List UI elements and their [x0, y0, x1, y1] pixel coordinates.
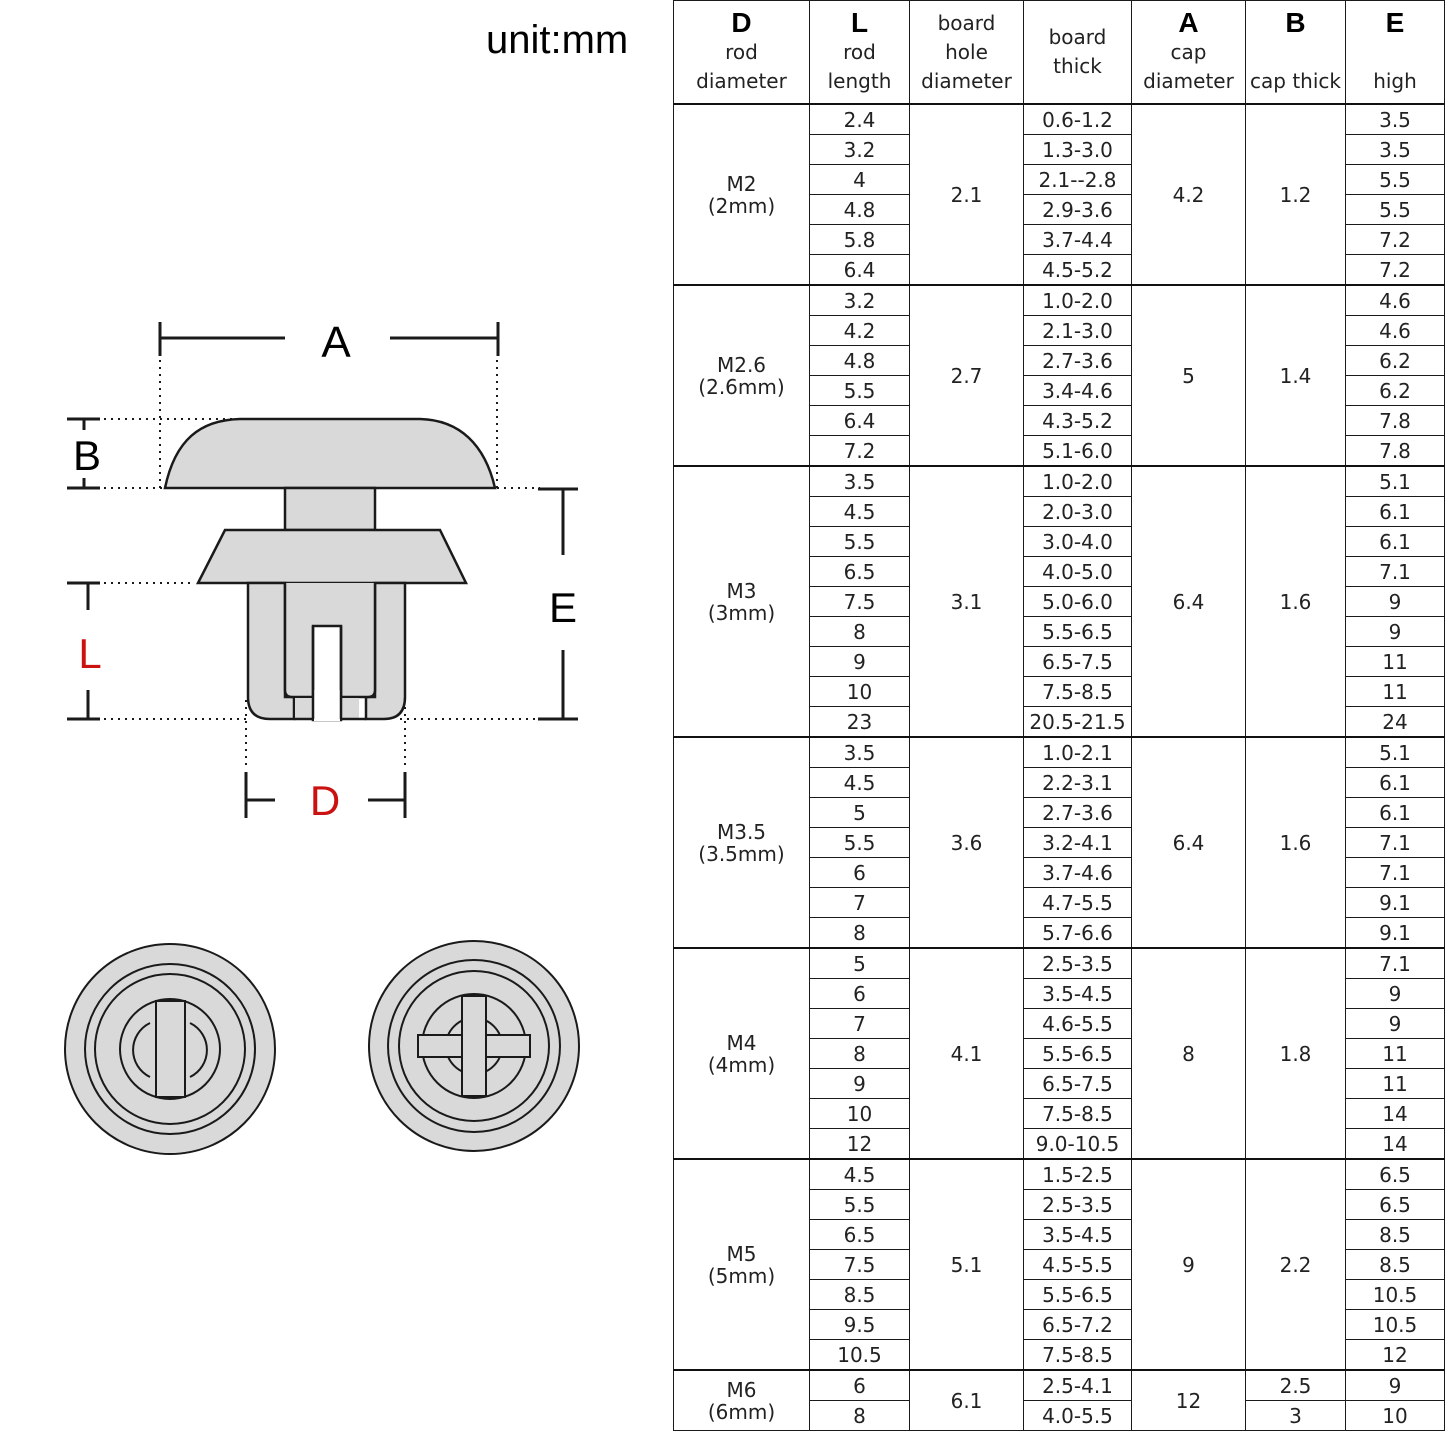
cell-high: 6.1 [1346, 497, 1445, 527]
cell-high: 11 [1346, 677, 1445, 707]
cell-board-hole-diameter: 2.1 [910, 104, 1024, 285]
cell-high: 6.5 [1346, 1190, 1445, 1220]
cell-board-thick: 2.7-3.6 [1024, 798, 1132, 828]
header-cap-diameter: A cap diameter [1132, 1, 1246, 105]
cell-rod-length: 10 [810, 1099, 910, 1129]
cell-rod-length: 5.5 [810, 1190, 910, 1220]
cell-board-thick: 5.5-6.5 [1024, 617, 1132, 647]
header-rod-diameter: D rod diameter [674, 1, 810, 105]
cell-board-thick: 5.0-6.0 [1024, 587, 1132, 617]
cell-rod-length: 6 [810, 858, 910, 888]
cell-board-hole-diameter: 3.6 [910, 737, 1024, 948]
table-row [674, 466, 1445, 497]
table-row [674, 1370, 1445, 1401]
cell-board-thick: 3.7-4.4 [1024, 225, 1132, 255]
cell-board-thick: 3.5-4.5 [1024, 979, 1132, 1009]
cell-high: 4.6 [1346, 316, 1445, 346]
cell-board-thick: 2.5-4.1 [1024, 1370, 1132, 1401]
size-mm-label: (3.5mm) [698, 841, 785, 866]
cell-board-thick: 6.5-7.2 [1024, 1310, 1132, 1340]
cell-rod-length: 5.8 [810, 225, 910, 255]
cell-rod-length: 4.8 [810, 346, 910, 376]
cell-high: 3.5 [1346, 104, 1445, 135]
cell-board-thick: 2.2-3.1 [1024, 768, 1132, 798]
cross-top-view [369, 941, 579, 1151]
cell-board-thick: 7.5-8.5 [1024, 1099, 1132, 1129]
cell-high: 9.1 [1346, 888, 1445, 918]
cell-rod-length: 6.5 [810, 557, 910, 587]
cell-rod-length: 4.2 [810, 316, 910, 346]
cell-high: 14 [1346, 1099, 1445, 1129]
cell-rod-length: 10 [810, 677, 910, 707]
cell-board-thick: 5.5-6.5 [1024, 1039, 1132, 1069]
cell-board-thick: 2.5-3.5 [1024, 948, 1132, 979]
cell-board-thick: 5.7-6.6 [1024, 918, 1132, 949]
cell-rod-length: 7.5 [810, 1250, 910, 1280]
cell-board-thick: 2.9-3.6 [1024, 195, 1132, 225]
cell-board-thick: 1.3-3.0 [1024, 135, 1132, 165]
header-cap-thick: B cap thick [1246, 1, 1346, 105]
cell-board-hole-diameter: 6.1 [910, 1370, 1024, 1431]
cell-board-thick: 4.6-5.5 [1024, 1009, 1132, 1039]
header-rod-length: L rod length [810, 1, 910, 105]
cell-high: 9 [1346, 1009, 1445, 1039]
cell-rod-length: 4.5 [810, 768, 910, 798]
cell-cap-diameter: 8 [1132, 948, 1246, 1159]
cell-board-thick: 2.1--2.8 [1024, 165, 1132, 195]
cell-board-thick: 2.0-3.0 [1024, 497, 1132, 527]
cell-rod-length: 5.5 [810, 828, 910, 858]
cell-rod-diameter [674, 285, 810, 466]
label-b: B [72, 432, 102, 479]
table-row [674, 737, 1445, 768]
cell-rod-length: 6.4 [810, 255, 910, 286]
size-label: M2.6 [716, 352, 767, 377]
cell-high: 7.1 [1346, 948, 1445, 979]
cell-high: 6.2 [1346, 376, 1445, 406]
cell-board-thick: 5.5-6.5 [1024, 1280, 1132, 1310]
cell-high: 14 [1346, 1129, 1445, 1160]
cell-high: 5.1 [1346, 737, 1445, 768]
rivet-cap-shape [165, 419, 495, 488]
size-label: M2 [726, 171, 757, 196]
cell-board-thick: 4.0-5.5 [1024, 1401, 1132, 1431]
cell-rod-length: 5 [810, 798, 910, 828]
cell-rod-length: 6.4 [810, 406, 910, 436]
cell-high: 8.5 [1346, 1250, 1445, 1280]
cell-board-thick: 4.3-5.2 [1024, 406, 1132, 436]
cell-rod-length: 8 [810, 617, 910, 647]
cell-board-thick: 1.0-2.0 [1024, 466, 1132, 497]
cell-board-hole-diameter: 2.7 [910, 285, 1024, 466]
cell-board-hole-diameter: 5.1 [910, 1159, 1024, 1370]
cell-high: 7.2 [1346, 225, 1445, 255]
cell-rod-diameter [674, 1159, 810, 1370]
cell-rod-length: 23 [810, 707, 910, 738]
cell-rod-diameter [674, 1370, 810, 1431]
cell-rod-length: 5.5 [810, 527, 910, 557]
unit-label: unit:mm [486, 18, 629, 62]
cell-rod-length: 9.5 [810, 1310, 910, 1340]
cell-rod-diameter [674, 737, 810, 948]
cell-high: 10 [1346, 1401, 1445, 1431]
header-high: E high [1346, 1, 1445, 105]
size-mm-label: (6mm) [707, 1399, 776, 1424]
cell-rod-length: 9 [810, 647, 910, 677]
cell-cap-diameter: 5 [1132, 285, 1246, 466]
cell-high: 11 [1346, 647, 1445, 677]
cell-board-thick: 7.5-8.5 [1024, 1340, 1132, 1371]
size-label: M4 [726, 1030, 757, 1055]
cell-board-thick: 4.7-5.5 [1024, 888, 1132, 918]
cell-high: 6.1 [1346, 768, 1445, 798]
cell-rod-length: 7.5 [810, 587, 910, 617]
cell-high: 11 [1346, 1039, 1445, 1069]
cell-rod-length: 8.5 [810, 1280, 910, 1310]
cell-high: 6.2 [1346, 346, 1445, 376]
spec-table-body [674, 104, 1445, 1431]
cell-board-thick: 3.5-4.5 [1024, 1220, 1132, 1250]
cell-board-thick: 2.7-3.6 [1024, 346, 1132, 376]
cell-high: 3.5 [1346, 135, 1445, 165]
cell-board-thick: 20.5-21.5 [1024, 707, 1132, 738]
cell-high: 9 [1346, 587, 1445, 617]
size-label: M3.5 [716, 819, 767, 844]
cell-board-thick: 0.6-1.2 [1024, 104, 1132, 135]
cell-board-thick: 1.0-2.1 [1024, 737, 1132, 768]
cell-board-thick: 5.1-6.0 [1024, 436, 1132, 467]
cell-high: 11 [1346, 1069, 1445, 1099]
rivet-dimension-drawing [0, 0, 672, 1445]
cell-rod-length: 3.5 [810, 737, 910, 768]
cell-rod-length: 6.5 [810, 1220, 910, 1250]
label-e: E [548, 584, 578, 631]
cell-high: 4.6 [1346, 285, 1445, 316]
size-mm-label: (2.6mm) [698, 374, 785, 399]
cell-high: 5.5 [1346, 195, 1445, 225]
cell-high: 24 [1346, 707, 1445, 738]
cell-rod-diameter [674, 104, 810, 285]
size-mm-label: (5mm) [707, 1263, 776, 1288]
cell-cap-thick: 1.4 [1246, 285, 1346, 466]
cell-board-thick: 3.7-4.6 [1024, 858, 1132, 888]
cell-board-thick: 4.5-5.2 [1024, 255, 1132, 286]
cell-rod-length: 4.5 [810, 1159, 910, 1190]
cell-high: 7.8 [1346, 436, 1445, 467]
cell-cap-diameter: 12 [1132, 1370, 1246, 1431]
cell-rod-length: 3.2 [810, 285, 910, 316]
cell-rod-length: 6 [810, 1370, 910, 1401]
cell-high: 6.1 [1346, 798, 1445, 828]
cell-board-thick: 3.4-4.6 [1024, 376, 1132, 406]
cell-cap-thick: 1.6 [1246, 737, 1346, 948]
cell-rod-length: 6 [810, 979, 910, 1009]
cell-rod-length: 8 [810, 918, 910, 949]
cell-rod-length: 7 [810, 888, 910, 918]
cell-high: 7.1 [1346, 557, 1445, 587]
cell-high: 9 [1346, 979, 1445, 1009]
cell-cap-thick: 1.6 [1246, 466, 1346, 737]
cell-board-hole-diameter: 3.1 [910, 466, 1024, 737]
cell-high: 6.5 [1346, 1159, 1445, 1190]
cell-rod-length: 7.2 [810, 436, 910, 467]
size-label: M5 [726, 1241, 757, 1266]
cell-rod-length: 8 [810, 1401, 910, 1431]
cell-rod-length: 9 [810, 1069, 910, 1099]
size-mm-label: (3mm) [707, 600, 776, 625]
cell-high: 7.1 [1346, 858, 1445, 888]
cell-board-thick: 4.0-5.0 [1024, 557, 1132, 587]
label-d: D [309, 777, 341, 824]
cell-cap-diameter: 9 [1132, 1159, 1246, 1370]
slotted-top-view [65, 944, 275, 1154]
cell-rod-diameter [674, 948, 810, 1159]
cell-cap-diameter: 6.4 [1132, 737, 1246, 948]
cell-rod-length: 12 [810, 1129, 910, 1160]
header-row [674, 1, 1445, 105]
cell-cap-thick: 3 [1246, 1401, 1346, 1431]
table-row [674, 1159, 1445, 1190]
cell-board-thick: 3.0-4.0 [1024, 527, 1132, 557]
cell-board-thick: 3.2-4.1 [1024, 828, 1132, 858]
header-board-thick: board thick [1024, 1, 1132, 105]
cell-rod-length: 7 [810, 1009, 910, 1039]
cell-board-thick: 7.5-8.5 [1024, 677, 1132, 707]
cell-cap-thick: 1.2 [1246, 104, 1346, 285]
size-label: M3 [726, 578, 757, 603]
cell-rod-length: 4.8 [810, 195, 910, 225]
cell-high: 10.5 [1346, 1280, 1445, 1310]
spec-table [673, 0, 1445, 1431]
cell-board-thick: 4.5-5.5 [1024, 1250, 1132, 1280]
size-mm-label: (2mm) [707, 193, 776, 218]
cell-board-thick: 2.5-3.5 [1024, 1190, 1132, 1220]
cell-board-thick: 1.0-2.0 [1024, 285, 1132, 316]
table-row [674, 104, 1445, 135]
size-mm-label: (4mm) [707, 1052, 776, 1077]
cell-high: 5.5 [1346, 165, 1445, 195]
cell-cap-diameter: 6.4 [1132, 466, 1246, 737]
cell-high: 9 [1346, 617, 1445, 647]
cell-high: 5.1 [1346, 466, 1445, 497]
cell-high: 12 [1346, 1340, 1445, 1371]
cell-high: 7.1 [1346, 828, 1445, 858]
cell-high: 6.1 [1346, 527, 1445, 557]
cell-rod-length: 4.5 [810, 497, 910, 527]
cell-high: 7.2 [1346, 255, 1445, 286]
cell-board-thick: 6.5-7.5 [1024, 1069, 1132, 1099]
cell-rod-length: 5.5 [810, 376, 910, 406]
cell-rod-diameter [674, 466, 810, 737]
header-board-hole-diameter: board hole diameter [910, 1, 1024, 105]
cell-rod-length: 4 [810, 165, 910, 195]
cell-board-hole-diameter: 4.1 [910, 948, 1024, 1159]
cell-rod-length: 2.4 [810, 104, 910, 135]
table-row [674, 948, 1445, 979]
cell-high: 7.8 [1346, 406, 1445, 436]
cell-rod-length: 10.5 [810, 1340, 910, 1371]
cell-high: 8.5 [1346, 1220, 1445, 1250]
cell-cap-diameter: 4.2 [1132, 104, 1246, 285]
label-a: A [321, 318, 351, 367]
cell-cap-thick: 2.2 [1246, 1159, 1346, 1370]
cell-high: 9.1 [1346, 918, 1445, 949]
cell-cap-thick: 1.8 [1246, 948, 1346, 1159]
cell-high: 10.5 [1346, 1310, 1445, 1340]
cell-high: 9 [1346, 1370, 1445, 1401]
cell-board-thick: 1.5-2.5 [1024, 1159, 1132, 1190]
cell-cap-thick: 2.5 [1246, 1370, 1346, 1401]
cell-board-thick: 6.5-7.5 [1024, 647, 1132, 677]
cell-board-thick: 9.0-10.5 [1024, 1129, 1132, 1160]
label-l: L [78, 630, 102, 677]
table-row [674, 285, 1445, 316]
cell-rod-length: 8 [810, 1039, 910, 1069]
size-label: M6 [726, 1377, 757, 1402]
cell-rod-length: 3.2 [810, 135, 910, 165]
cell-board-thick: 2.1-3.0 [1024, 316, 1132, 346]
cell-rod-length: 5 [810, 948, 910, 979]
cell-rod-length: 3.5 [810, 466, 910, 497]
